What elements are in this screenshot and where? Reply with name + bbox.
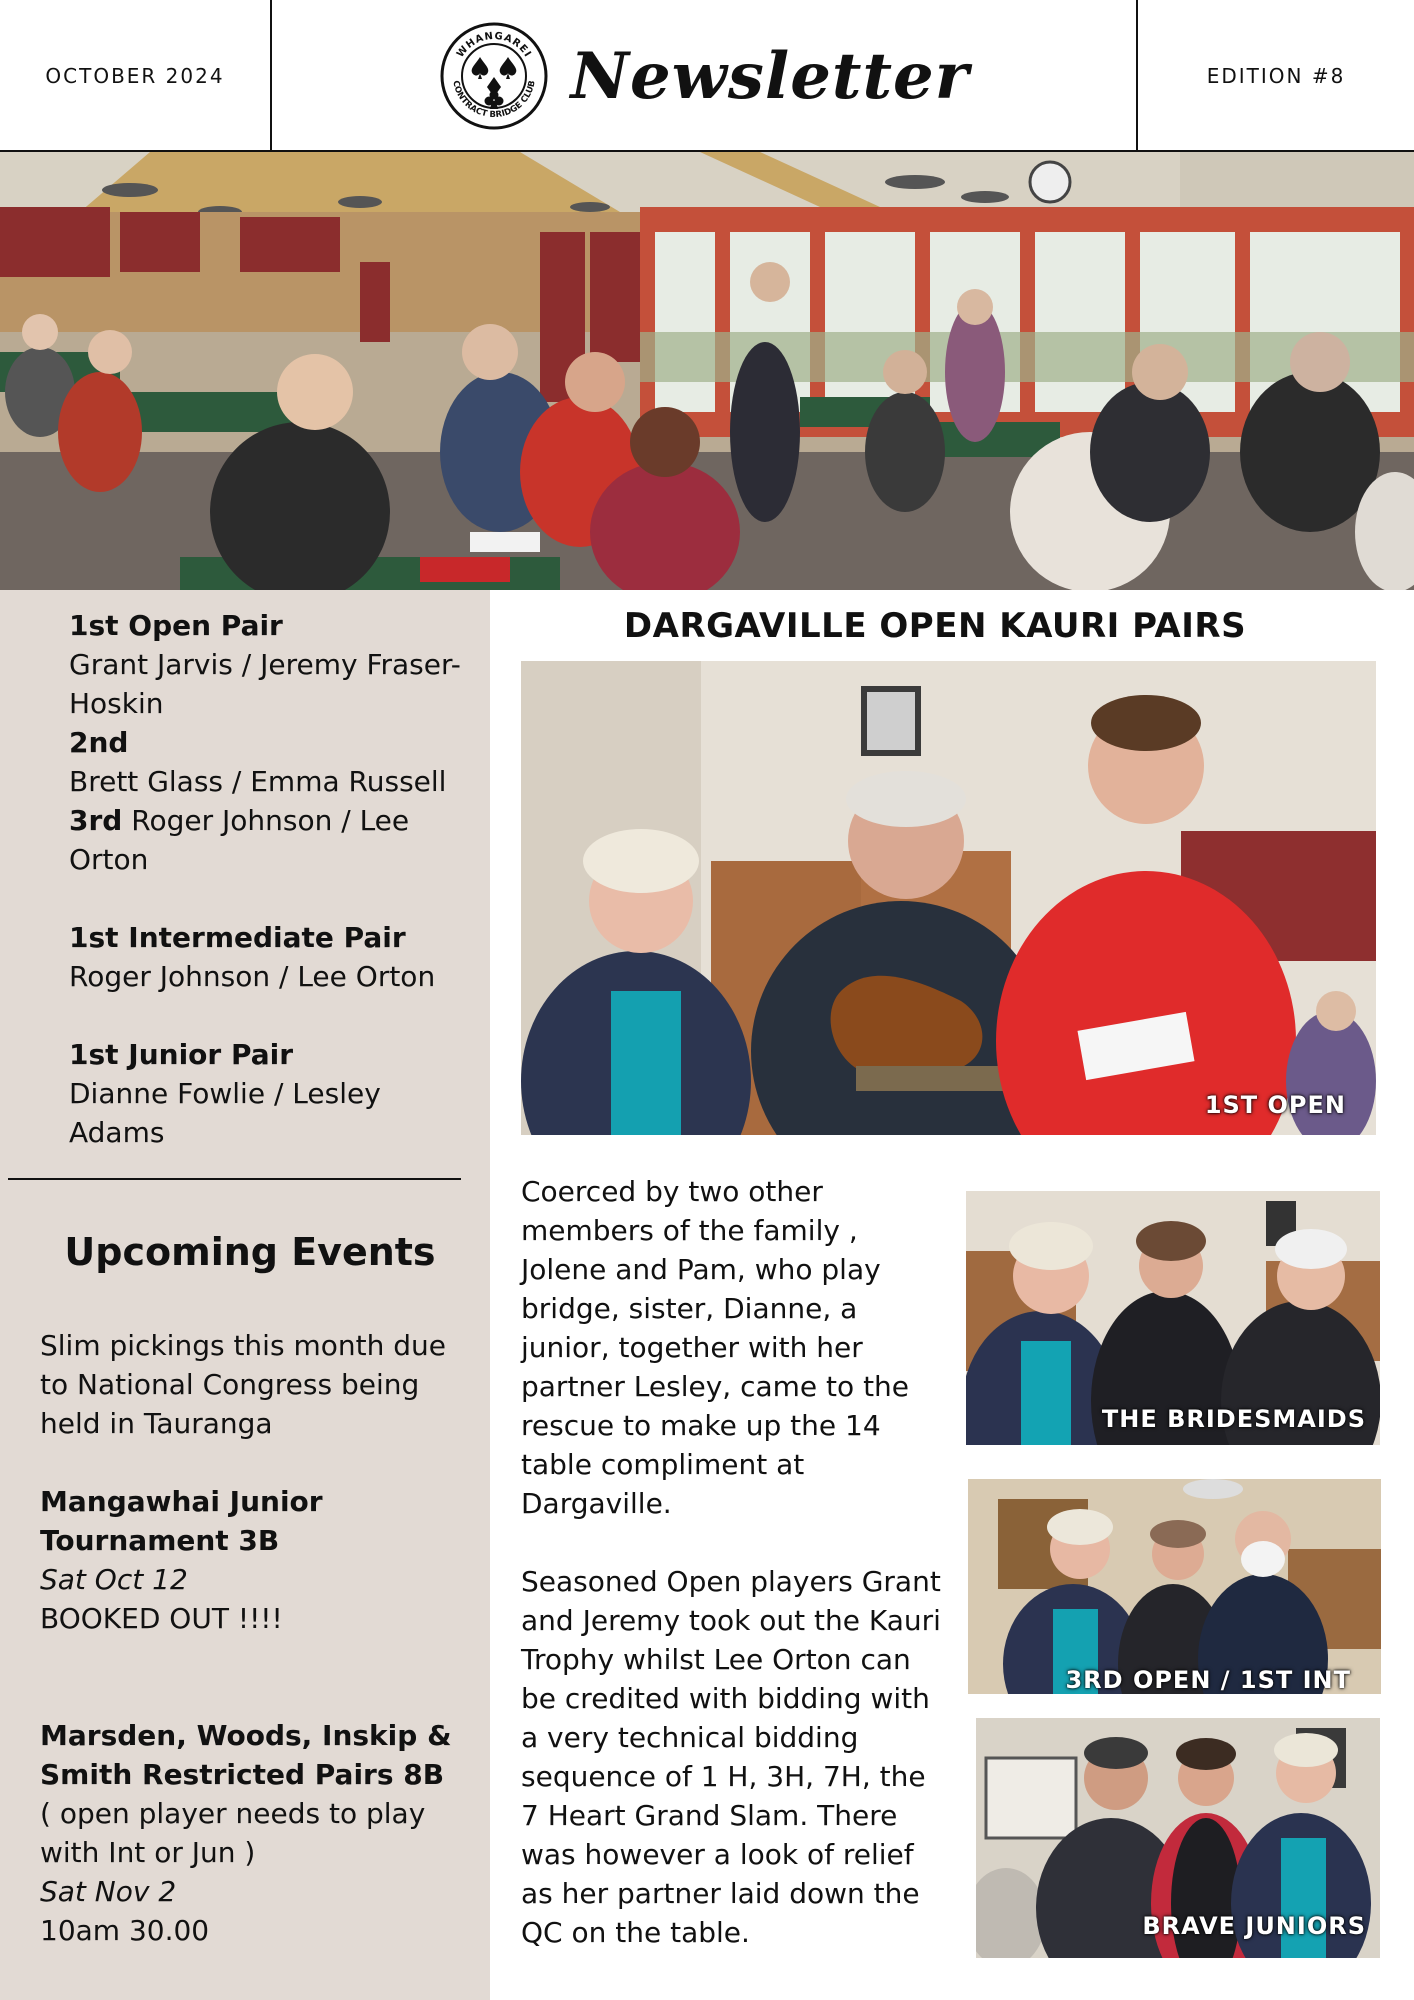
section-divider (8, 1178, 461, 1180)
results-list (69, 606, 479, 1152)
third-open-photo (968, 1479, 1381, 1694)
article-title: DARGAVILLE OPEN KAURI PAIRS (623, 606, 1247, 646)
first-open-photo (521, 661, 1376, 1135)
club-logo (439, 21, 549, 131)
intermediate-pair-heading: 1st Intermediate Pair (69, 921, 406, 954)
logo-bottom-text: CONTRACT BRIDGE CLUB (449, 79, 538, 121)
article-paragraph-2: Seasoned Open players Grant and Jeremy took out the Kauri Trophy whilst Lee Orton can be credited with bidding with a very technical bidding sequence of 1 H, 3H, 7H, the 7 Heart Grand Slam. There was however a look of relief as her partner laid down the QC on the table. (521, 1565, 941, 1949)
article-paragraph-1: Coerced by two other members of the family , Jolene and Pam, who play bridge, sister, Dianne, a junior, together with her partner Lesley, came to the rescue to make up the 14 table compliment at Dargaville. (521, 1175, 910, 1520)
second-place-names: Brett Glass / Emma Russell (69, 765, 447, 798)
junior-pair-heading: 1st Junior Pair (69, 1038, 294, 1071)
sidebar (0, 590, 490, 2000)
newsletter-title: Newsletter (570, 38, 970, 114)
event2-date: Sat Nov 2 (40, 1875, 177, 1908)
newsletter-header (0, 0, 1414, 152)
event1-title: Mangawhai Junior Tournament 3B (40, 1485, 323, 1557)
caption-first-open: 1ST OPEN (1204, 1091, 1346, 1119)
bridesmaids-photo (966, 1191, 1380, 1445)
issue-date: OCTOBER 2024 (45, 64, 225, 88)
event1-date: Sat Oct 12 (40, 1563, 188, 1596)
third-place (69, 801, 479, 879)
second-place-label: 2nd (69, 726, 129, 759)
event2-time: 10am 30.00 (40, 1914, 210, 1947)
event2-note: ( open player needs to play with Int or Jun ) (40, 1797, 426, 1869)
caption-third-open: 3RD OPEN / 1ST INT (1065, 1666, 1351, 1694)
third-place-label: 3rd (69, 804, 123, 837)
club-room-photo (0, 152, 1414, 590)
third-place-names: Roger Johnson / Lee Orton (69, 804, 410, 876)
upcoming-events-title: Upcoming Events (64, 1230, 436, 1274)
logo-top-text: WHANGAREI (454, 30, 533, 60)
edition-number: EDITION #8 (1206, 64, 1346, 88)
caption-brave-juniors: BRAVE JUNIORS (1142, 1912, 1366, 1940)
events-list (40, 1326, 480, 1950)
event2-title: Marsden, Woods, Inskip & Smith Restricted Pairs 8B (40, 1719, 452, 1791)
brave-juniors-photo (976, 1718, 1380, 1958)
masthead (270, 0, 1138, 152)
open-pair-winners: Grant Jarvis / Jeremy Fraser-Hoskin (69, 648, 461, 720)
open-pair-heading: 1st Open Pair (69, 609, 283, 642)
junior-pair-winners: Dianne Fowlie / Lesley Adams (69, 1077, 381, 1149)
intermediate-pair-winners: Roger Johnson / Lee Orton (69, 960, 436, 993)
events-intro: Slim pickings this month due to National Congress being held in Tauranga (40, 1329, 446, 1440)
event1-note: BOOKED OUT !!!! (40, 1602, 283, 1635)
caption-bridesmaids: THE BRIDESMAIDS (1101, 1405, 1366, 1433)
article-body (521, 1172, 951, 1952)
